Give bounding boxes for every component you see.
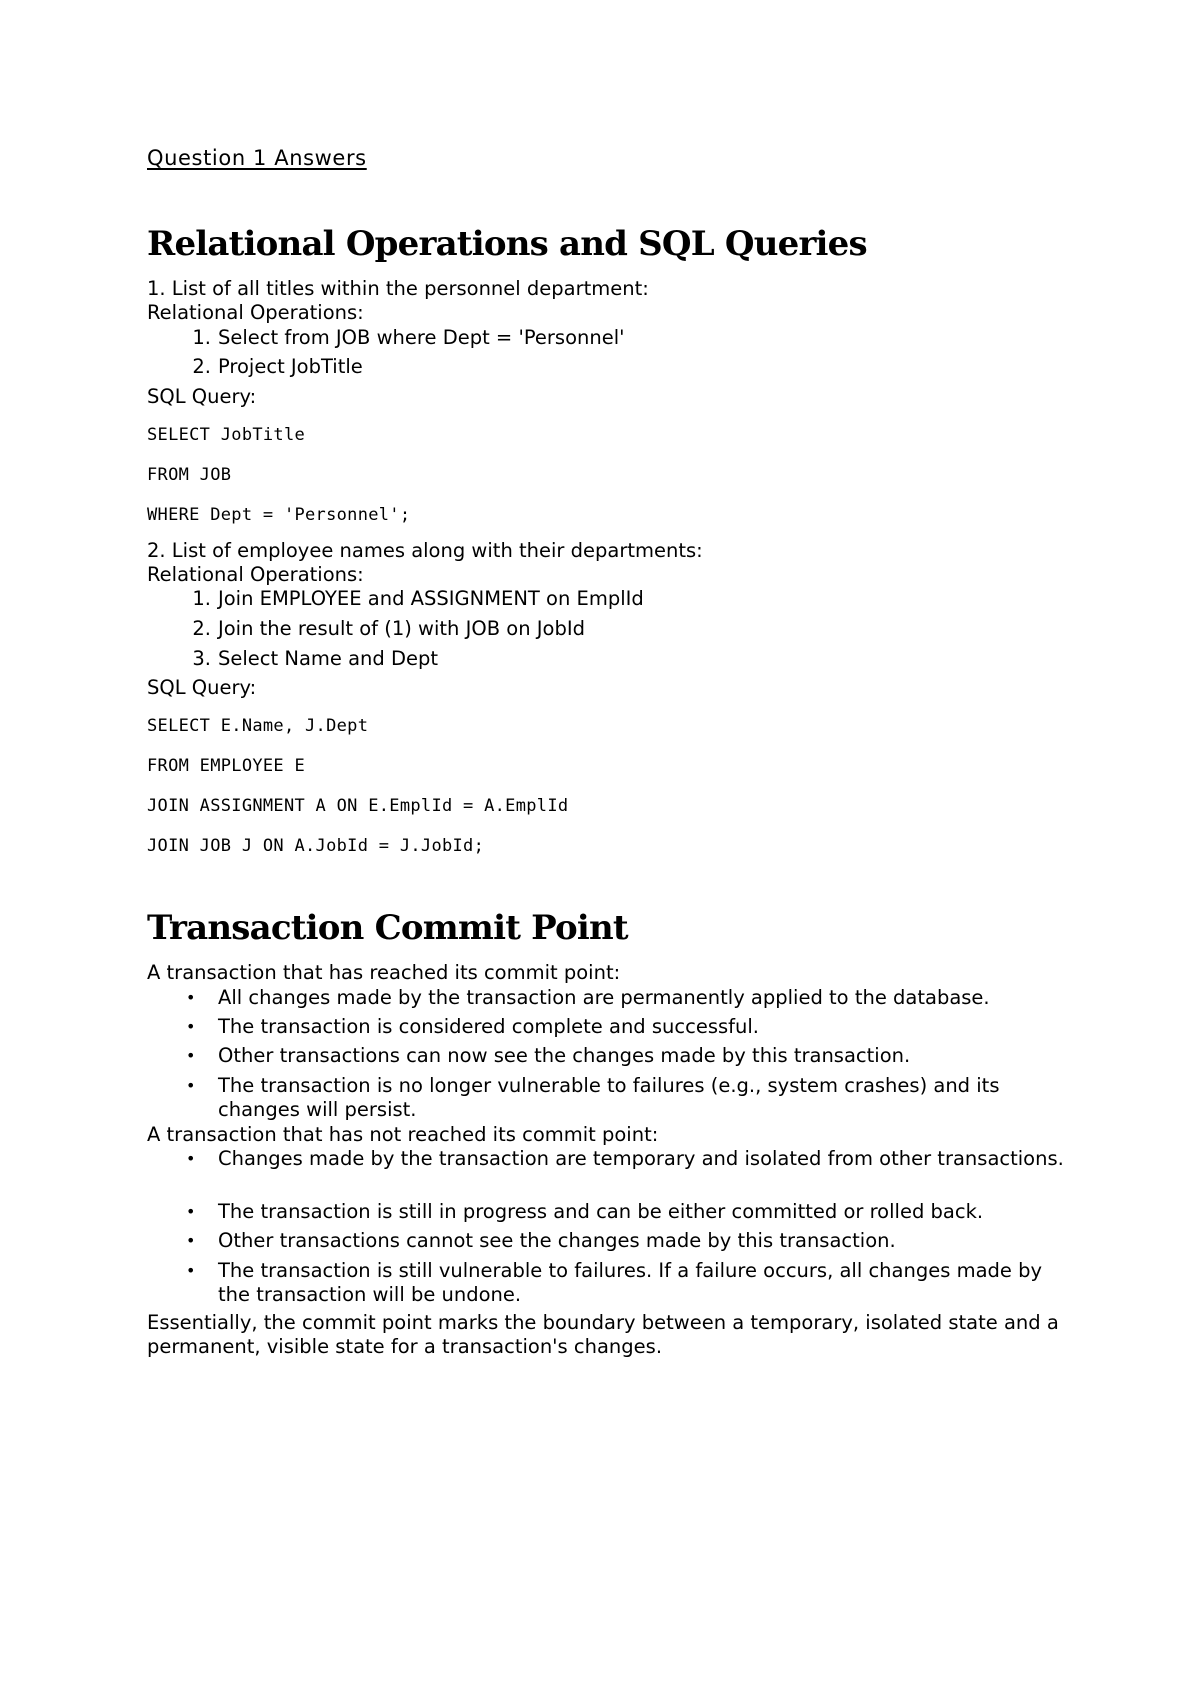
list-number: 2. [192,617,211,640]
bullet-item: Other transactions cannot see the changes made by this transaction. [218,1229,896,1252]
list-item: Join the result of (1) with JOB on JobId [218,617,585,640]
question-1-text: 1. List of all titles within the personnel department: [147,277,649,300]
reached-intro: A transaction that has reached its commit point: [147,961,621,984]
not-reached-intro: A transaction that has not reached its commit point: [147,1123,659,1146]
bullet-icon: • [186,1231,196,1250]
sql-line: SELECT JobTitle [147,425,306,445]
list-number: 1. [192,326,211,349]
bullet-icon: • [186,1076,196,1095]
sql-label: SQL Query: [147,676,257,699]
section-heading-relational: Relational Operations and SQL Queries [147,224,867,264]
bullet-item: All changes made by the transaction are permanently applied to the database. [218,986,990,1009]
ops-label: Relational Operations: [147,301,364,324]
sql-line: JOIN JOB J ON A.JobId = J.JobId; [147,836,485,856]
bullet-item: The transaction is still vulnerable to failures. If a failure occurs, all changes made by the transaction will be undone. [218,1259,1043,1306]
bullet-icon: • [186,1046,196,1065]
list-number: 3. [192,647,211,670]
sql-line: SELECT E.Name, J.Dept [147,716,369,736]
list-item: Select Name and Dept [218,647,439,670]
bullet-item: The transaction is considered complete and successful. [218,1015,760,1038]
sql-line: FROM JOB [147,465,232,485]
list-number: 1. [192,587,211,610]
list-item: Project JobTitle [218,355,363,378]
list-item: Select from JOB where Dept = 'Personnel' [218,326,625,349]
conclusion-paragraph: Essentially, the commit point marks the boundary between a temporary, isolated state and a permanent, visible state for a transaction's changes. [147,1311,1059,1358]
bullet-icon: • [186,1261,196,1280]
bullet-icon: • [186,1202,196,1221]
sql-line: JOIN ASSIGNMENT A ON E.EmplId = A.EmplId [147,796,569,816]
sql-line: WHERE Dept = 'Personnel'; [147,505,411,525]
bullet-icon: • [186,1149,196,1168]
list-item: Join EMPLOYEE and ASSIGNMENT on EmplId [218,587,644,610]
section-heading-commit: Transaction Commit Point [147,908,628,948]
question-2-text: 2. List of employee names along with their departments: [147,539,703,562]
bullet-icon: • [186,988,196,1007]
document-title: Question 1 Answers [147,146,367,170]
sql-label: SQL Query: [147,385,257,408]
list-number: 2. [192,355,211,378]
bullet-item: The transaction is still in progress and can be either committed or rolled back. [218,1200,984,1223]
ops-label: Relational Operations: [147,563,364,586]
bullet-item: The transaction is no longer vulnerable to failures (e.g., system crashes) and its changes will persist. [218,1074,1000,1121]
bullet-item: Other transactions can now see the changes made by this transaction. [218,1044,911,1067]
sql-line: FROM EMPLOYEE E [147,756,306,776]
bullet-icon: • [186,1017,196,1036]
bullet-item: Changes made by the transaction are temporary and isolated from other transactions. [218,1147,1064,1170]
